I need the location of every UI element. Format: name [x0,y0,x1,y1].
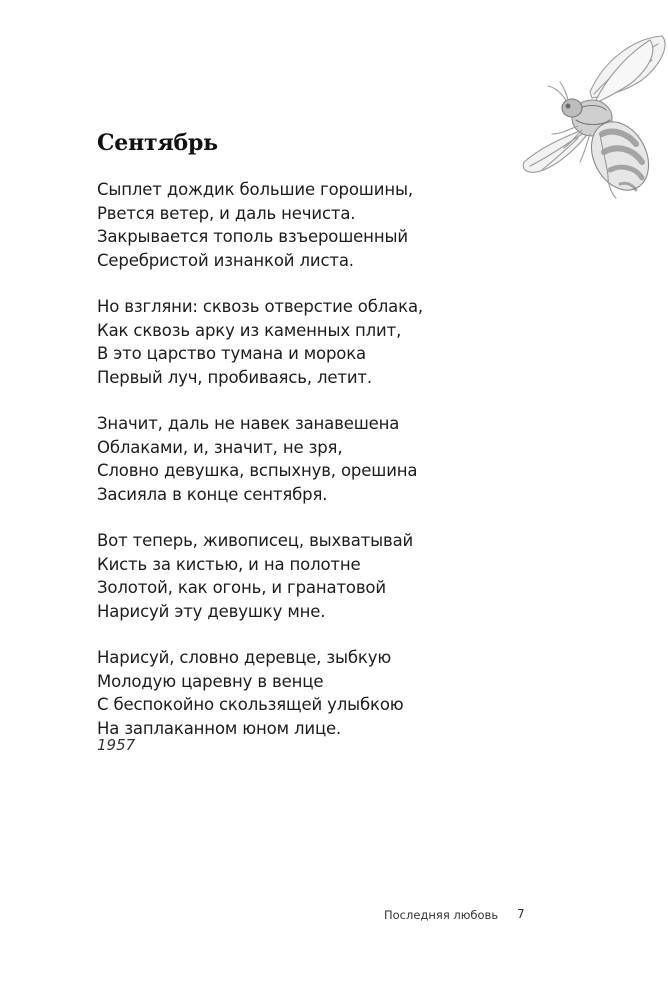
poem-line: Золотой, как огонь, и гранатовой [97,578,386,597]
poem-line: Первый луч, пробиваясь, летит. [97,367,372,387]
running-footer-book-title: Последняя любовь [384,908,499,922]
poem-line: Но взгляни: сквозь отверстие облака, [97,297,424,316]
poem-line: Закрывается тополь взъерошенный [97,227,408,246]
poem-line: Сыплет дождик большие горошины, [97,180,413,199]
poem-line: Значит, даль не навек занавешена [97,414,400,433]
poem-line: Засияла в конце сентября. [97,484,328,504]
poem-line: В это царство тумана и морока [97,344,367,363]
poem-line: Словно девушка, вспыхнув, орешина [97,461,418,480]
bee-icon [512,30,668,200]
poem-line: Нарисуй эту девушку мне. [97,601,326,621]
stanza-2 [97,295,497,389]
stanza-3 [97,412,497,506]
page-number: 7 [517,907,525,921]
stanza-5 [97,646,497,740]
poem-line: Вот теперь, живописец, выхватывай [97,531,414,550]
poem-line: Как сквозь арку из каменных плит, [97,320,402,340]
poem-year: 1957 [97,736,136,754]
poem-line: Рвется ветер, и даль нечиста. [97,203,356,223]
stanza-1 [97,178,497,272]
poem-line: На заплаканном юном лице. [97,718,342,738]
poem-line: Серебристой изнанкой листа. [97,250,354,270]
stanza-4 [97,529,497,623]
poem-line: Облаками, и, значит, не зря, [97,437,343,457]
poem-title: Сентябрь [97,130,218,156]
poem-line: С беспокойно скользящей улыбкою [97,695,404,714]
poem-line: Молодую царевну в венце [97,671,324,691]
poem-body [97,178,497,763]
poem-line: Нарисуй, словно деревце, зыбкую [97,648,392,667]
poem-line: Кисть за кистью, и на полотне [97,554,361,574]
